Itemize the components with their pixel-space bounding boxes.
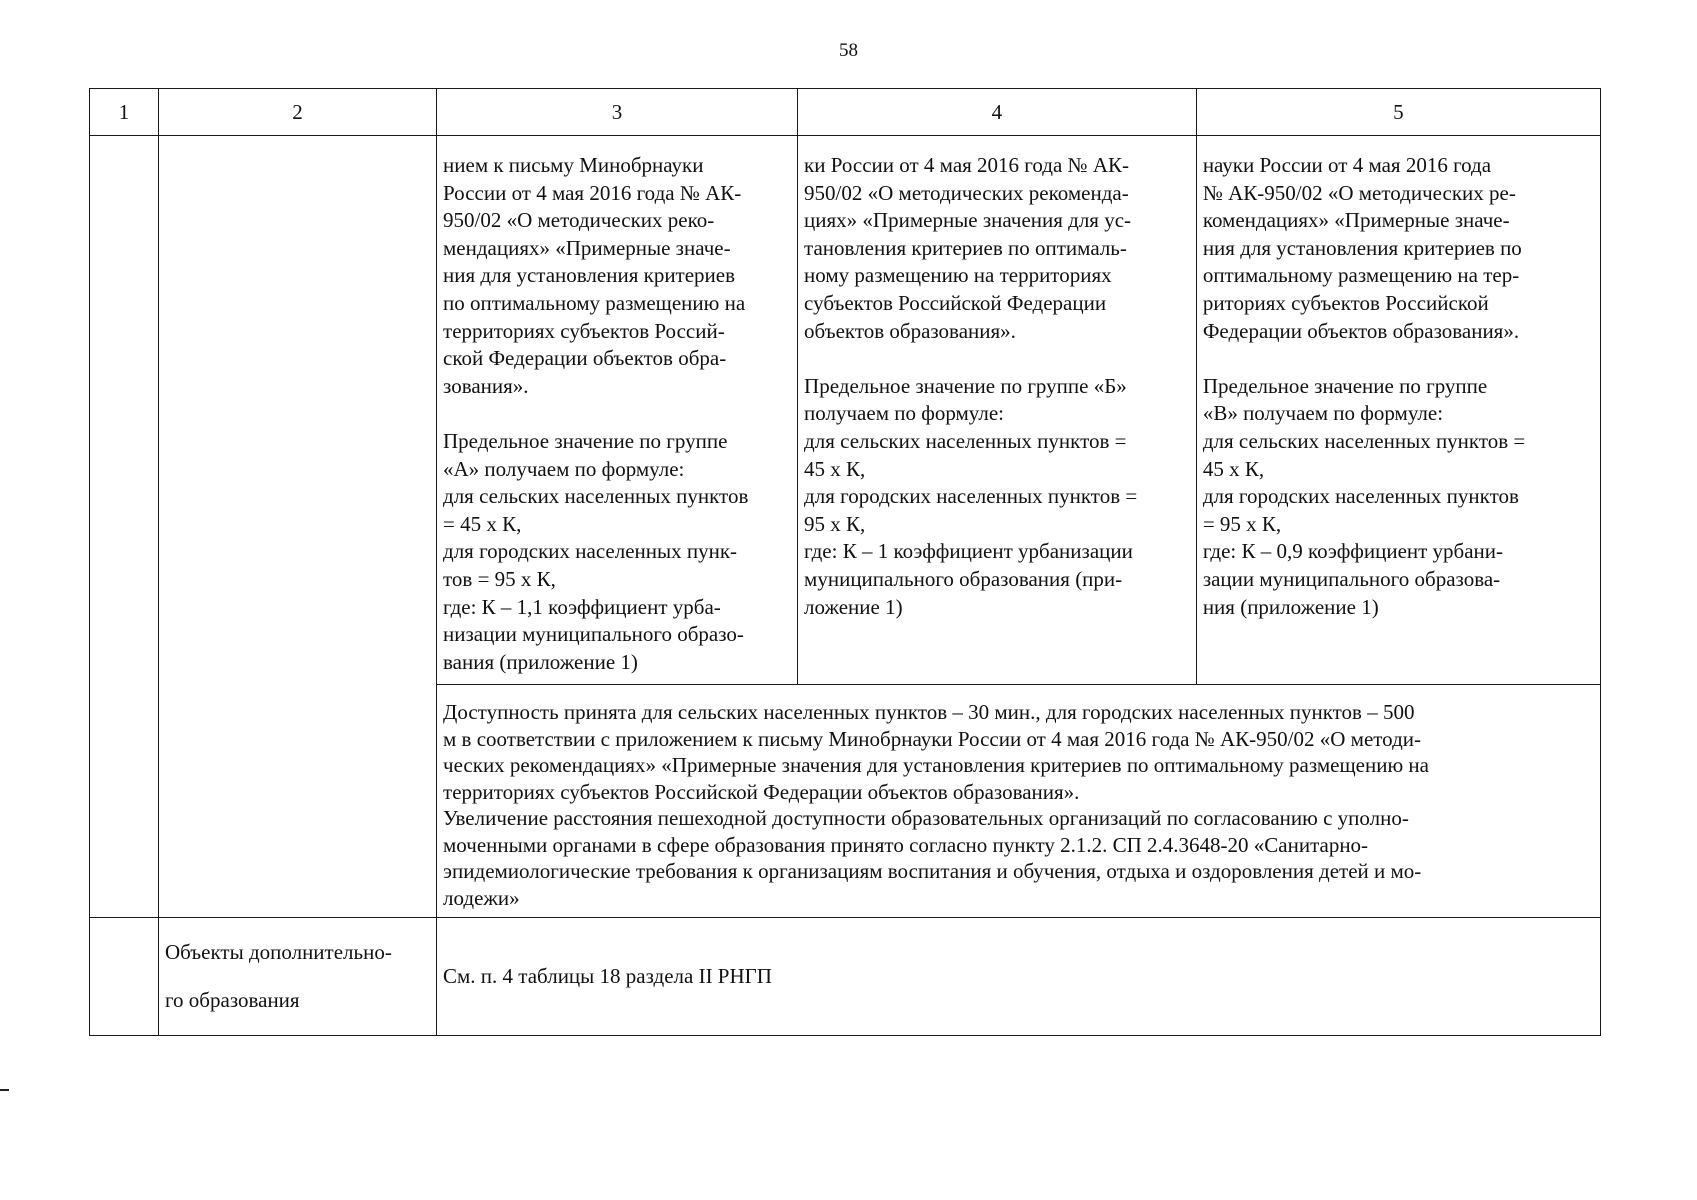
text-line: где: К – 0,9 коэффициент урбани- <box>1202 539 1504 564</box>
page-number: 58 <box>839 40 858 61</box>
text-line: ской Федерации объектов обра- <box>443 346 727 371</box>
text-line: моченными органами в сфере образования принято согласно пункту 2.1.2. СП 2.4.3648-20 «Санитарно- <box>443 832 1369 857</box>
text-line: м в соответствии с приложением к письму Минобрнауки России от 4 мая 2016 года № АК-950/02 «О методи- <box>443 726 1421 751</box>
text-line: Доступность принята для сельских населенных пунктов – 30 мин., для городских населенных пунктов – 500 <box>443 700 1415 725</box>
text-line: зования». <box>443 373 529 398</box>
margin-mark <box>0 1089 9 1091</box>
text-line: где: К – 1,1 коэффициент урба- <box>443 594 721 619</box>
header-col-3: 3 <box>437 89 798 136</box>
text-line: для сельских населенных пунктов <box>443 484 749 509</box>
text-line: объектов образования». <box>804 318 1016 343</box>
text-line: территориях субъектов Россий- <box>443 318 725 343</box>
cell-group-a <box>437 136 798 685</box>
text-line <box>804 345 1190 373</box>
text-line: для городских населенных пунктов = <box>804 484 1138 509</box>
text-line: субъектов Российской Федерации <box>804 290 1107 315</box>
text-line: науки России от 4 мая 2016 года <box>1202 153 1492 177</box>
document-table <box>89 88 1601 1036</box>
text-line: мендациях» «Примерные значе- <box>443 235 731 260</box>
text-line: 45 х К, <box>1202 456 1265 481</box>
object-ref-text: См. п. 4 таблицы 18 раздела II РНГП <box>443 964 772 989</box>
cell-object-name <box>158 918 436 1036</box>
text-line: нием к письму Минобрнауки <box>443 153 704 177</box>
header-col-4: 4 <box>798 89 1197 136</box>
text-line: где: К – 1 коэффициент урбанизации <box>804 539 1133 564</box>
text-line: Объекты дополнительно- <box>164 940 392 965</box>
header-row <box>90 89 1601 136</box>
text-line: тановления критериев по оптималь- <box>804 235 1127 260</box>
cell-col-1 <box>90 136 159 918</box>
text-line: эпидемиологические требования к организациям воспитания и обучения, отдыха и оздоровления детей и мо- <box>443 859 1422 884</box>
header-col-5: 5 <box>1196 89 1600 136</box>
text-line: циях» «Примерные значения для ус- <box>804 208 1132 233</box>
text-line: ложение 1) <box>804 594 903 619</box>
text-line: территориях субъектов Российской Федерации объектов образования». <box>443 779 1080 804</box>
text-line: ния для установления критериев по <box>1202 235 1522 260</box>
text-line: для городских населенных пунк- <box>443 539 738 564</box>
text-line: «В» получаем по формуле: <box>1202 401 1444 426</box>
accessibility-text <box>437 685 1600 917</box>
text-line: Федерации объектов образования». <box>1202 318 1520 343</box>
text-line: = 95 х К, <box>1202 511 1282 536</box>
text-line: комендациях» «Примерные значе- <box>1202 208 1510 233</box>
text-line: «А» получаем по формуле: <box>443 456 685 481</box>
text-line: риториях субъектов Российской <box>1202 290 1489 315</box>
text-line: ния (приложение 1) <box>1202 594 1379 619</box>
text-line <box>443 400 791 428</box>
text-line: низации муниципального образо- <box>443 622 744 647</box>
text-line: 45 х К, <box>804 456 866 481</box>
text-line: Предельное значение по группе <box>443 428 728 453</box>
text-line: для городских населенных пунктов <box>1202 484 1519 509</box>
text-line <box>1203 345 1594 373</box>
text-line: по оптимальному размещению на <box>443 290 746 315</box>
text-line: № АК-950/02 «О методических ре- <box>1202 180 1516 205</box>
text-line: для сельских населенных пунктов = <box>804 428 1127 453</box>
text-line: ческих рекомендациях» «Примерные значения для установления критериев по оптимальному размещению на <box>443 753 1429 778</box>
cell-accessibility <box>437 685 1601 918</box>
text-line: Предельное значение по группе «Б» <box>804 373 1127 398</box>
text-line: 950/02 «О методических реко- <box>443 208 715 233</box>
cell-col-2 <box>158 136 436 918</box>
text-line: для сельских населенных пунктов = <box>1202 428 1526 453</box>
cell-group-b <box>798 136 1197 685</box>
text-line: 95 х К, <box>804 511 866 536</box>
text-line: Увеличение расстояния пешеходной доступности образовательных организаций по согласованию с уполно- <box>443 806 1409 831</box>
header-col-2: 2 <box>158 89 436 136</box>
text-line: оптимальному размещению на тер- <box>1202 263 1520 288</box>
cell-object-ref <box>437 918 1601 1036</box>
text-line: тов = 95 х К, <box>443 566 556 591</box>
text-line: Предельное значение по группе <box>1202 373 1488 398</box>
text-line: 950/02 «О методических рекоменда- <box>804 180 1129 205</box>
text-line: го образования <box>164 988 300 1013</box>
text-line: = 45 х К, <box>443 511 522 536</box>
header-col-1: 1 <box>90 89 159 136</box>
text-line: ному размещению на территориях <box>804 263 1112 288</box>
additional-education-row <box>90 918 1601 1036</box>
text-line: зации муниципального образова- <box>1202 566 1501 591</box>
group-b-text <box>798 136 1196 629</box>
group-a-text <box>437 136 797 684</box>
cell-group-v <box>1196 136 1600 685</box>
object-name-text <box>159 939 436 1014</box>
text-line: муниципального образования (при- <box>804 566 1123 591</box>
group-values-row <box>90 136 1601 685</box>
text-line: получаем по формуле: <box>804 401 1005 426</box>
cell-col-1-last <box>90 918 159 1036</box>
text-line: России от 4 мая 2016 года № АК- <box>443 180 742 205</box>
text-line: лодежи» <box>443 885 520 910</box>
text-line: ки России от 4 мая 2016 года № АК- <box>804 153 1130 177</box>
text-line: ния для установления критериев <box>443 263 736 288</box>
group-v-text <box>1197 136 1600 629</box>
text-line: вания (приложение 1) <box>443 649 638 674</box>
